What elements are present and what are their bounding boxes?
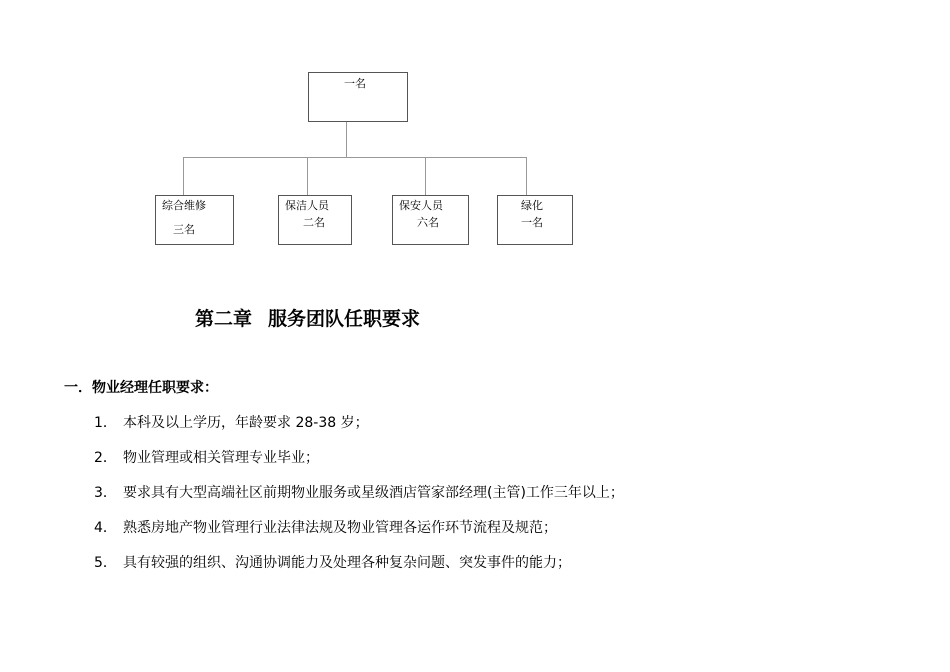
requirement-item xyxy=(94,447,319,467)
chapter-title: 服务团队任职要求 xyxy=(268,308,421,330)
requirement-item xyxy=(94,517,557,537)
org-box-top xyxy=(308,72,408,122)
requirement-item xyxy=(94,482,624,502)
requirement-text: 本科及以上学历，年龄要求 28-38 岁； xyxy=(123,415,369,431)
requirement-number: 3． xyxy=(94,485,117,501)
org-box-cleaning-count: 二名 xyxy=(303,216,325,229)
org-box-security-title: 保安人员 xyxy=(399,199,443,212)
requirement-number: 5． xyxy=(94,555,117,571)
chapter-number: 第二章 xyxy=(195,308,253,330)
requirement-item xyxy=(94,412,369,432)
org-box-security-count: 六名 xyxy=(417,216,439,229)
requirement-text: 熟悉房地产物业管理行业法律法规及物业管理各运作环节流程及规范； xyxy=(123,520,557,536)
chapter-heading xyxy=(195,304,420,331)
org-chart xyxy=(0,0,950,260)
connector-vertical-top xyxy=(346,121,347,158)
org-box-top-label: 一名 xyxy=(344,77,366,90)
org-box-maintenance-title: 综合维修 xyxy=(162,199,206,212)
org-box-greening-count: 一名 xyxy=(521,216,543,229)
requirement-item xyxy=(94,552,571,572)
org-box-greening xyxy=(497,195,573,245)
org-box-maintenance-count: 三名 xyxy=(173,223,195,236)
connector-drop-1 xyxy=(183,157,184,195)
requirement-text: 物业管理或相关管理专业毕业； xyxy=(123,450,319,466)
connector-horizontal xyxy=(183,157,527,158)
requirement-number: 1． xyxy=(94,415,117,431)
requirement-text: 要求具有大型高端社区前期物业服务或星级酒店管家部经理(主管)工作三年以上； xyxy=(123,485,624,501)
requirement-text: 具有较强的组织、沟通协调能力及处理各种复杂问题、突发事件的能力； xyxy=(123,555,571,571)
org-box-cleaning-title: 保洁人员 xyxy=(285,199,329,212)
requirement-number: 2． xyxy=(94,450,117,466)
org-box-cleaning xyxy=(278,195,352,245)
org-box-greening-title: 绿化 xyxy=(521,199,543,212)
org-box-security xyxy=(392,195,469,245)
connector-drop-3 xyxy=(425,157,426,195)
connector-drop-2 xyxy=(307,157,308,195)
org-box-maintenance xyxy=(155,195,234,245)
connector-drop-4 xyxy=(526,157,527,195)
requirement-number: 4． xyxy=(94,520,117,536)
section-heading: 一．物业经理任职要求： xyxy=(64,380,218,396)
